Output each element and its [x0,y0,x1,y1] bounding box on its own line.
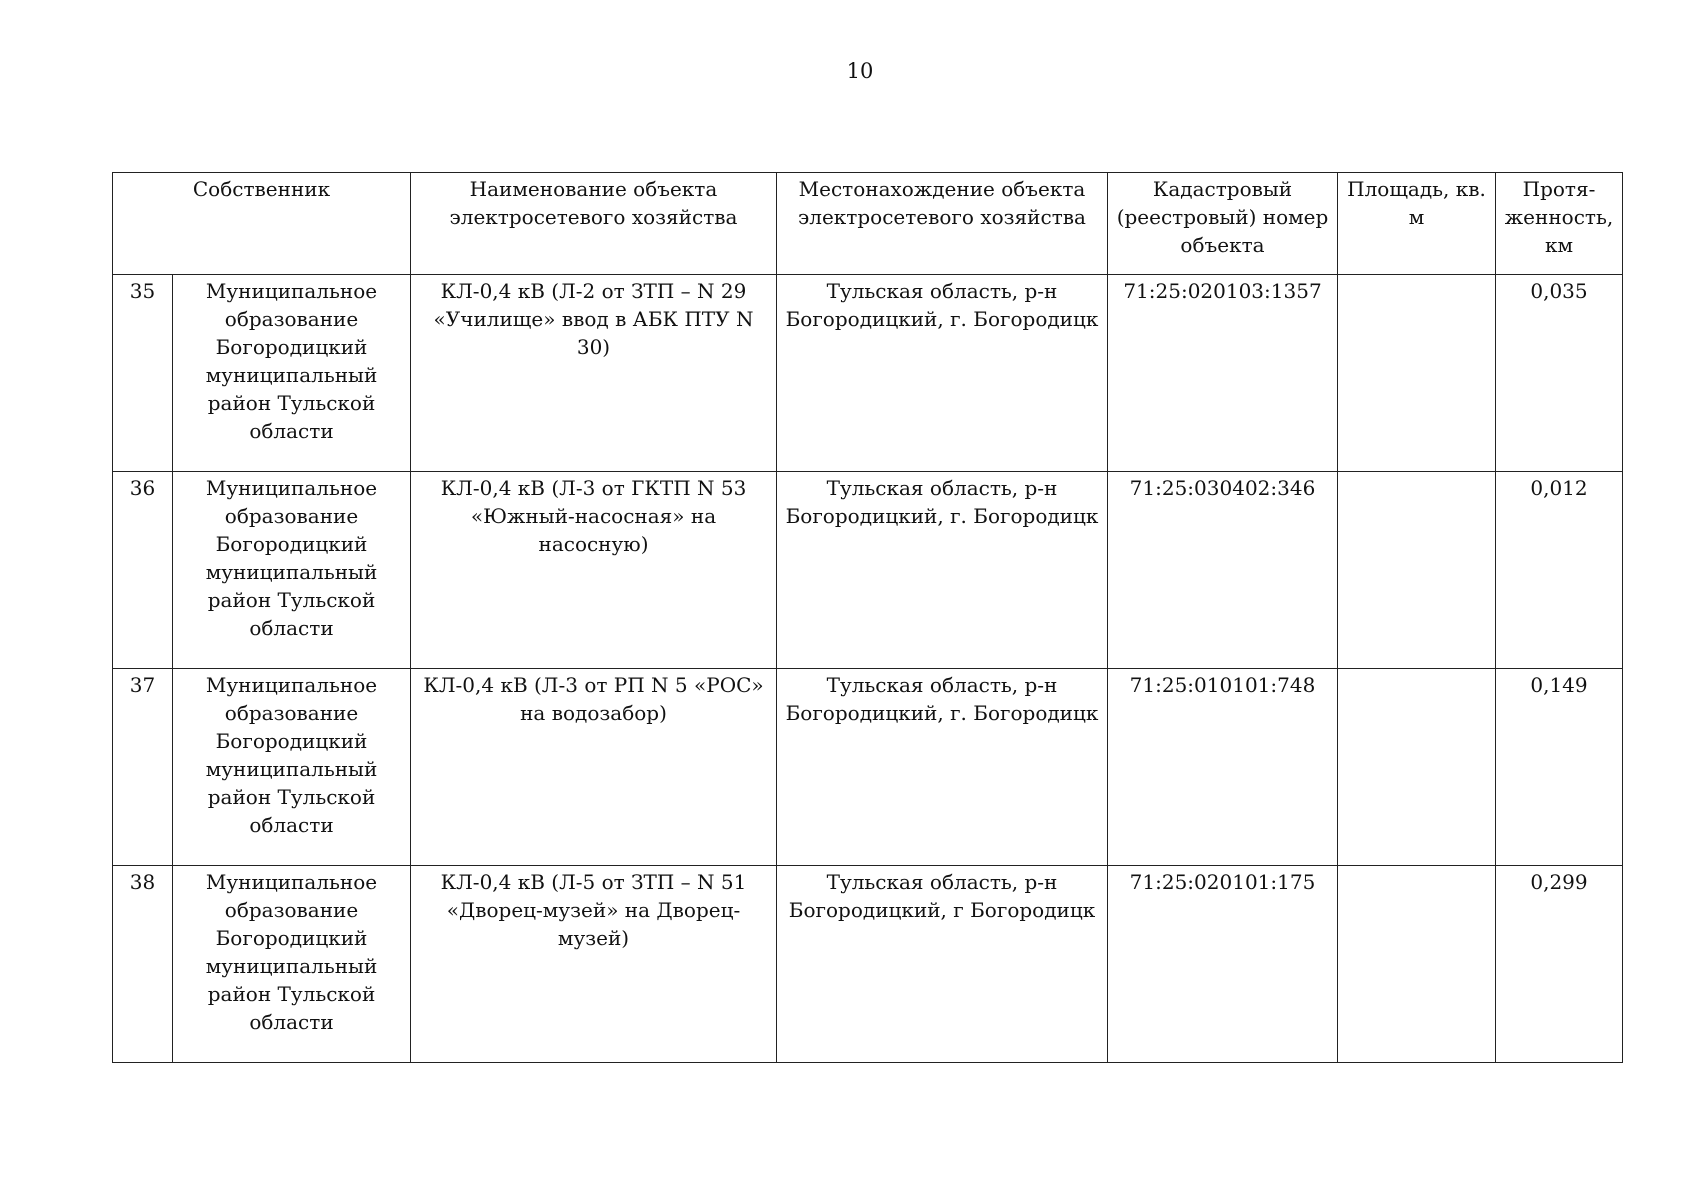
row-object-name: КЛ-0,4 кВ (Л-3 от РП N 5 «РОС» на водозабор) [411,669,777,866]
row-number: 36 [113,472,173,669]
row-object-name: КЛ-0,4 кВ (Л-5 от ЗТП – N 51 «Дворец-музей» на Дворец-музей) [411,866,777,1063]
row-owner: Муниципальное образование Богородицкий муниципальный район Тульской области [173,275,411,472]
table-header-row [113,173,1623,275]
row-length: 0,299 [1496,866,1623,1063]
row-owner: Муниципальное образование Богородицкий муниципальный район Тульской области [173,669,411,866]
header-length: Протя-женность, км [1496,173,1623,275]
row-cadastral-number: 71:25:020103:1357 [1108,275,1338,472]
row-object-name: КЛ-0,4 кВ (Л-2 от ЗТП – N 29 «Училище» ввод в АБК ПТУ N 30) [411,275,777,472]
header-area: Площадь, кв. м [1338,173,1496,275]
row-area [1338,472,1496,669]
page-number: 10 [846,59,874,83]
row-owner: Муниципальное образование Богородицкий муниципальный район Тульской области [173,866,411,1063]
row-length: 0,012 [1496,472,1623,669]
table-row [113,866,1623,1063]
header-owner: Собственник [113,173,411,275]
row-owner: Муниципальное образование Богородицкий муниципальный район Тульской области [173,472,411,669]
row-object-location: Тульская область, р-н Богородицкий, г. Богородицк [777,275,1108,472]
row-object-name: КЛ-0,4 кВ (Л-3 от ГКТП N 53 «Южный-насосная» на насосную) [411,472,777,669]
row-cadastral-number: 71:25:030402:346 [1108,472,1338,669]
table-row [113,669,1623,866]
table-row [113,472,1623,669]
row-length: 0,149 [1496,669,1623,866]
electric-grid-objects-table [112,172,1623,1063]
row-area [1338,669,1496,866]
row-number: 35 [113,275,173,472]
table-row [113,275,1623,472]
row-cadastral-number: 71:25:010101:748 [1108,669,1338,866]
header-object-name: Наименование объекта электросетевого хозяйства [411,173,777,275]
row-object-location: Тульская область, р-н Богородицкий, г. Богородицк [777,669,1108,866]
row-number: 37 [113,669,173,866]
row-area [1338,866,1496,1063]
row-length: 0,035 [1496,275,1623,472]
row-object-location: Тульская область, р-н Богородицкий, г. Богородицк [777,472,1108,669]
header-object-location: Местонахождение объекта электросетевого хозяйства [777,173,1108,275]
row-cadastral-number: 71:25:020101:175 [1108,866,1338,1063]
row-object-location: Тульская область, р-н Богородицкий, г Богородицк [777,866,1108,1063]
row-number: 38 [113,866,173,1063]
header-cadastral-number: Кадастровый (реестровый) номер объекта [1108,173,1338,275]
row-area [1338,275,1496,472]
